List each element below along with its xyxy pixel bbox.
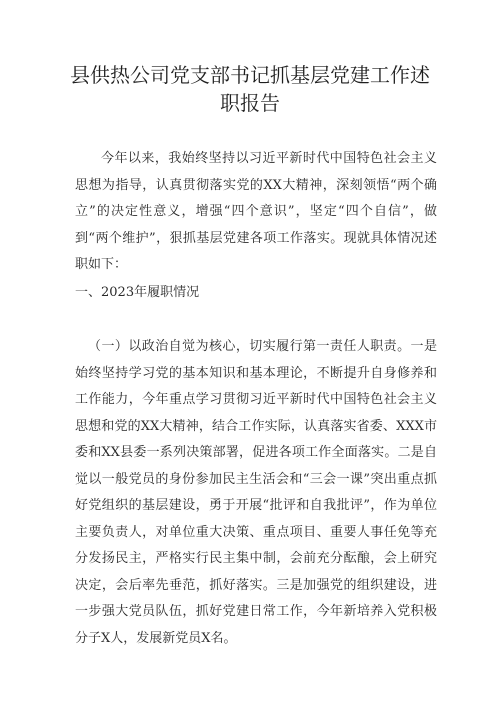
document-title-line1: 县供热公司党支部书记抓基层党建工作述 [70, 63, 430, 87]
section-heading: 一、2023年履职情况 [75, 285, 200, 300]
intro-paragraph: 今年以来，我始终坚持以习近平新时代中国特色社会主义思想为指导，认真贯彻落实党的XX大精神，深刻领悟“两个确立”的决定性意义，增强“四个意识”，坚定“四个自信”，做到“两个维护”，狠抓基层党建各项工作落实。现就具体情况述职如下： [75, 151, 437, 272]
document-title-line2: 职报告 [220, 91, 280, 115]
body-paragraph-1: （一）以政治自觉为核心，切实履行第一责任人职责。一是始终坚持学习党的基本知识和基本理论，不断提升自身修养和工作能力，今年重点学习贯彻习近平新时代中国特色社会主义思想和党的XX大精神，结合工作实际，认真落实省委、XXX市委和XX县委一系列决策部署，促进各项工作全面落实。二是自觉以一般党员的身份参加民主生活会和“三会一课”突出重点抓好党组织的基层建设，勇于开展“批评和自我批评”，作为单位主要负责人，对单位重大决策、重点项目、重要人事任免等充分发扬民主，严格实行民主集中制，会前充分酝酿，会上研究决定，会后率先垂范，抓好落实。三是加强党的组织建设，进一步强大党员队伍，抓好党建日常工作，今年新培养入党积极分子X人，发展新党员X名。 [75, 339, 437, 646]
